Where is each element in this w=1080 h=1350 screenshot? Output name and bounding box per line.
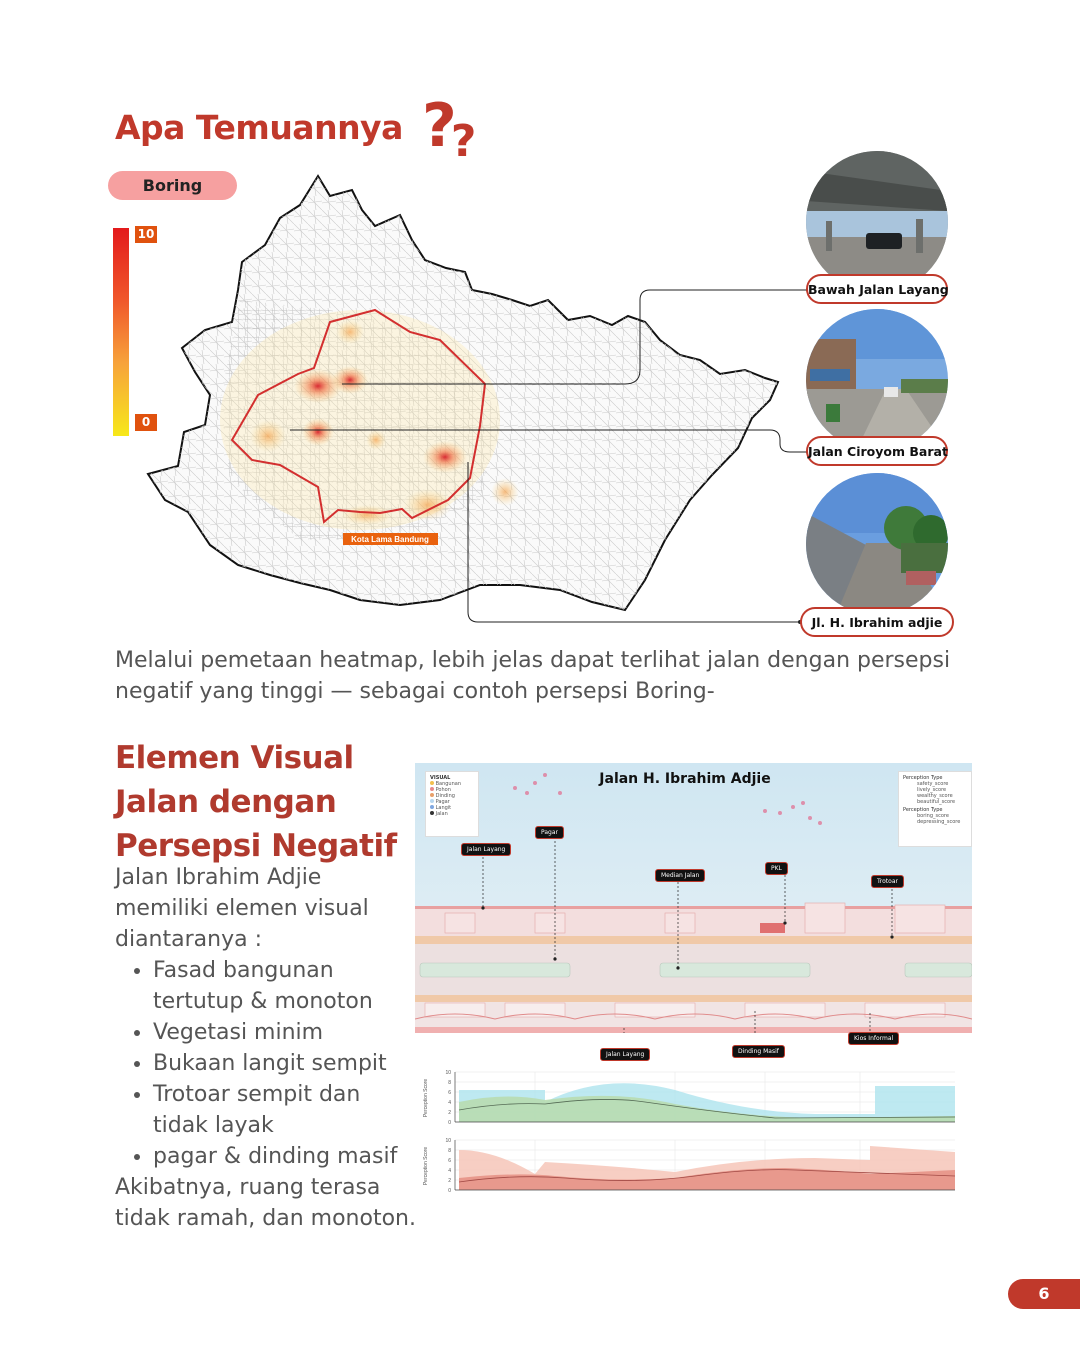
callout-bawah-jalan-layang: Bawah Jalan Layang	[806, 274, 948, 304]
label-median-jalan: Median Jalan	[655, 869, 705, 882]
hotspot-4	[423, 441, 467, 473]
svg-text:6: 6	[448, 1090, 451, 1096]
section2-heading	[115, 736, 397, 868]
qmark-large: ?	[422, 91, 457, 161]
street-section-drawing	[415, 763, 972, 1033]
list-item: • pagar & dinding masif	[153, 1141, 416, 1172]
svg-text:2: 2	[448, 1110, 451, 1116]
outro-line2: tidak ramah, dan monoton.	[115, 1206, 416, 1231]
svg-text:10: 10	[445, 1138, 451, 1144]
section2-body	[115, 862, 416, 1234]
perception-badge: Boring	[108, 171, 237, 200]
label-jalan-layang-top: Jalan Layang	[461, 843, 511, 856]
outro-line1: Akibatnya, ruang terasa	[115, 1175, 381, 1200]
section2-heading-line3: Persepsi Negatif	[115, 828, 397, 864]
street-section-figure	[415, 763, 972, 1033]
svg-text:8: 8	[448, 1148, 451, 1154]
svg-text:4: 4	[448, 1100, 451, 1106]
visual-legend: VISUAL Bangunan Pohon Dinding Pagar Langit Jalan	[425, 771, 479, 837]
svg-text:0: 0	[448, 1120, 451, 1126]
visual-elements-list	[115, 955, 416, 1172]
svg-text:Perception Score: Perception Score	[423, 1078, 429, 1118]
description-paragraph: Melalui pemetaan heatmap, lebih jelas dapat terlihat jalan dengan persepsi negatif yang tinggi — sebagai contoh persepsi Boring-	[115, 648, 951, 704]
street-section-title: Jalan H. Ibrahim Adjie	[599, 771, 771, 787]
label-kios-informal: Kios Informal	[848, 1032, 899, 1045]
svg-text:4: 4	[448, 1168, 451, 1174]
svg-text:Perception Score: Perception Score	[423, 1146, 429, 1186]
intro-line1: Jalan Ibrahim Adjie	[115, 865, 322, 890]
label-jalan-layang-bottom: Jalan Layang	[600, 1048, 650, 1061]
page-title: Apa Temuannya	[115, 108, 403, 147]
label-trotoar: Trotoar	[871, 875, 904, 888]
list-item: • Bukaan langit sempit	[153, 1048, 416, 1079]
callout-jalan-ciroyom-barat: Jalan Ciroyom Barat	[806, 436, 948, 466]
svg-text:0: 0	[448, 1188, 451, 1194]
list-item: • Fasad bangunan tertutup & monoton	[153, 955, 393, 1017]
qmark-small: ?	[450, 116, 477, 167]
page-number: 6	[1008, 1279, 1080, 1309]
area-label: Kota Lama Bandung	[351, 535, 429, 544]
intro-line3: diantaranya :	[115, 927, 262, 952]
photo-underpass	[806, 151, 948, 293]
perception-score-charts	[415, 1062, 972, 1202]
legend-min-value: 0	[135, 414, 157, 431]
photo-flyover-road	[806, 473, 948, 615]
svg-text:2: 2	[448, 1178, 451, 1184]
hotspot-3	[302, 418, 334, 446]
photo-street	[806, 309, 948, 451]
label-pkl: PKL	[765, 862, 788, 875]
perception-charts-svg	[415, 1062, 972, 1202]
section2-heading-line2: Jalan dengan	[115, 784, 337, 820]
perception-legend: Perception Type safety_score lively_score wealthy_score beautiful_score Perception Type boring_score depressing_score	[898, 771, 972, 847]
svg-text:10: 10	[445, 1070, 451, 1076]
legend-max-value: 10	[135, 226, 157, 243]
label-dinding-masif: Dinding Masif	[732, 1045, 785, 1058]
svg-text:6: 6	[448, 1158, 451, 1164]
list-item: • Trotoar sempit dan tidak layak	[153, 1079, 393, 1141]
callout-jl-ibrahim-adjie: Jl. H. Ibrahim adjie	[800, 607, 954, 637]
svg-text:8: 8	[448, 1080, 451, 1086]
list-item: • Vegetasi minim	[153, 1017, 416, 1048]
hotspot-2	[332, 366, 368, 394]
label-pagar: Pagar	[535, 826, 564, 839]
intro-line2: memiliki elemen visual	[115, 896, 369, 921]
section2-heading-line1: Elemen Visual	[115, 740, 354, 776]
